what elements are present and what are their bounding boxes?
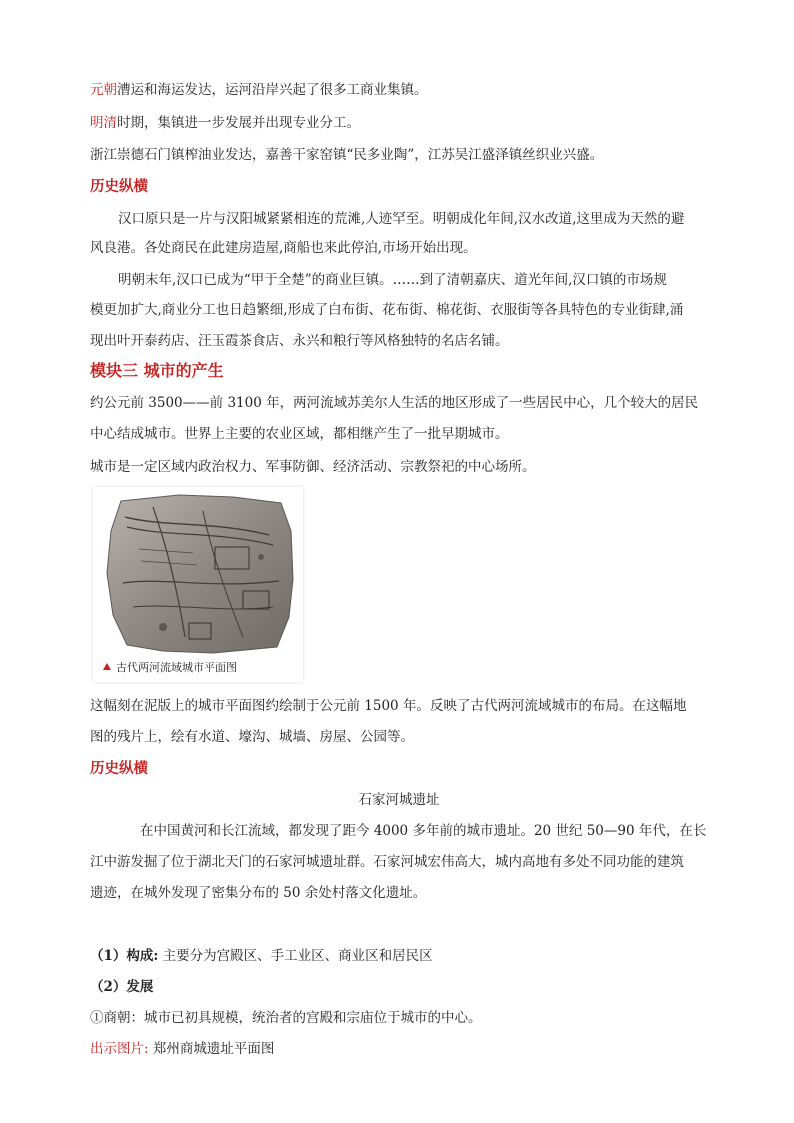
show-image-text: 郑州商城遗址平面图 <box>148 1041 275 1057</box>
mingqing-label: 明清 <box>90 115 117 131</box>
shijiahe-title: 石家河城遗址 <box>358 792 440 808</box>
hankou-line-3: 明朝末年,汉口已成为“甲于全楚”的商业巨镇。……到了清朝嘉庆、道光年间,汉口镇的市场规 <box>118 272 667 288</box>
composition-line <box>90 946 708 966</box>
composition-text: 主要分为宫殿区、手工业区、商业区和居民区 <box>158 948 433 964</box>
hankou-line-5: 现出叶开泰药店、汪玉霞茶食店、永兴和粮行等风格独特的名店名铺。 <box>90 333 509 349</box>
paragraph-mingqing <box>90 113 708 133</box>
mingqing-text: 时期，集镇进一步发展并出现专业分工。 <box>117 115 360 131</box>
figure-caption-text: 古代两河流域城市平面图 <box>116 661 237 674</box>
triangle-marker-icon <box>103 663 111 670</box>
show-image-line <box>90 1039 708 1059</box>
heading-history-2: 历史纵横 <box>90 760 148 777</box>
show-image-label: 出示图片: <box>90 1041 149 1057</box>
yuan-text: 漕运和海运发达，运河沿岸兴起了很多工商业集镇。 <box>117 82 428 98</box>
shang-dynasty-line: ①商朝：城市已初具规模，统治者的宫殿和宗庙位于城市的中心。 <box>90 1010 482 1026</box>
hankou-line-2: 风良港。各处商民在此建房造屋,商船也来此停泊,市场开始出现。 <box>90 240 477 256</box>
hankou-line-1: 汉口原只是一片与汉阳城紧紧相连的荒滩,人迹罕至。明朝成化年间,汉水改道,这里成为天然的避 <box>118 211 685 227</box>
hankou-line-4: 模更加扩大,商业分工也日趋繁细,形成了白布街、花布街、棉花街、衣服街等各具特色的专业街肆,涌 <box>90 302 684 318</box>
figure-caption <box>103 661 237 675</box>
yuan-dynasty-label: 元朝 <box>90 82 117 98</box>
clay-tablet-map-image <box>93 487 303 659</box>
figure-desc-line-1: 这幅刻在泥版上的城市平面图约绘制于公元前 1500 年。反映了古代两河流域城市的布局。在这幅地 <box>90 698 687 714</box>
city-definition: 城市是一定区域内政治权力、军事防御、经济活动、宗教祭祀的中心场所。 <box>90 459 536 475</box>
city-origin-line-1: 约公元前 3500——前 3100 年，两河流域苏美尔人生活的地区形成了一些居民中心，几个较大的居民 <box>90 395 699 411</box>
clay-tablet-map-figure <box>93 487 303 682</box>
shijiahe-line-3: 遗迹，在城外发现了密集分布的 50 余处村落文化遗址。 <box>90 885 427 901</box>
shijiahe-line-1: 在中国黄河和长江流域，都发现了距今 4000 多年前的城市遗址。20 世纪 50—90 年代，在长 <box>140 823 707 839</box>
paragraph-yuan <box>90 80 708 100</box>
paragraph-zhejiang: 浙江崇德石门镇榨油业发达，嘉善干家窑镇“民多业陶”，江苏吴江盛泽镇丝织业兴盛。 <box>90 147 604 163</box>
figure-desc-line-2: 图的残片上，绘有水道、壕沟、城墙、房屋、公园等。 <box>90 729 414 745</box>
city-origin-line-2: 中心结成城市。世界上主要的农业区域，都相继产生了一批早期城市。 <box>90 426 509 442</box>
composition-label: （1）构成: <box>90 948 159 964</box>
heading-history-1: 历史纵横 <box>90 178 148 195</box>
development-heading: （2）发展 <box>90 979 154 995</box>
module-3-heading: 模块三 城市的产生 <box>90 361 224 380</box>
shijiahe-line-2: 江中游发掘了位于湖北天门的石家河城遗址群。石家河城宏伟高大，城内高地有多处不同功能的建筑 <box>90 854 684 870</box>
